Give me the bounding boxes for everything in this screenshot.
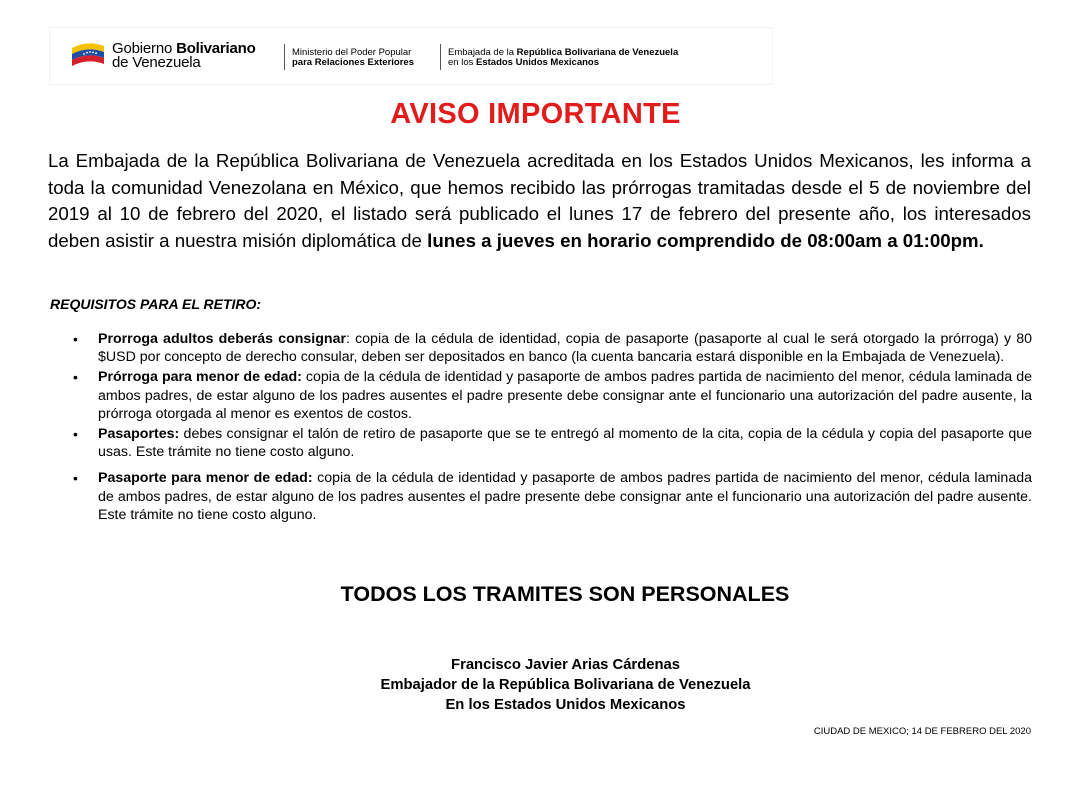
venezuela-flag-icon bbox=[70, 40, 106, 68]
letterhead bbox=[50, 28, 772, 84]
ministry-text: Ministerio del Poder Popular para Relaciones Exteriores bbox=[292, 47, 414, 68]
signatory-name: Francisco Javier Arias Cárdenas bbox=[451, 657, 680, 673]
bullet-icon: • bbox=[73, 331, 78, 347]
bullet-icon: • bbox=[73, 426, 78, 443]
requirements-list bbox=[73, 330, 1033, 526]
item-label: Pasaporte para menor de edad: bbox=[98, 470, 313, 487]
item-label: Pasaportes: bbox=[98, 426, 180, 443]
signatory-place: En los Estados Unidos Mexicanos bbox=[445, 697, 686, 713]
list-item bbox=[73, 469, 1032, 524]
bullet-icon: • bbox=[73, 369, 78, 386]
signature-block bbox=[0, 655, 1071, 715]
item-label: Prórroga para menor de edad: bbox=[98, 369, 302, 386]
requirements-heading: REQUISITOS PARA EL RETIRO: bbox=[50, 296, 262, 312]
intro-schedule: lunes a jueves en horario comprendido de 08:00am a 01:00pm. bbox=[427, 229, 984, 251]
item-text: debes consignar el talón de retiro de pasaporte que se te entregó al momento de la cita, copia de la cédula y copia del pasaporte que usas. Este trámite no tiene costo alguno. bbox=[98, 426, 1032, 461]
intro-paragraph bbox=[48, 148, 1031, 254]
embassy-text: Embajada de la República Bolivariana de Venezuela en los Estados Unidos Mexicanos bbox=[448, 47, 679, 68]
bullet-icon: • bbox=[73, 470, 78, 487]
header-divider bbox=[440, 44, 441, 70]
gobierno-bolivariano-logo-text: Gobierno Bolivariano de Venezuela bbox=[112, 40, 256, 71]
list-item bbox=[73, 330, 1033, 366]
item-text: copia de la cédula de identidad y pasaporte de ambos padres partida de nacimiento del menor, cédula laminada de ambos padres, de estar alguno de los padres ausentes el padre presente debe consignar ante el funcionario una autorización del padre ausente, la prórroga otorgada al menor es exentos de costos. bbox=[98, 369, 1032, 422]
item-label: Prorroga adultos deberás consignar bbox=[98, 331, 346, 347]
personal-procedures-notice: TODOS LOS TRAMITES SON PERSONALES bbox=[340, 582, 790, 606]
item-text: copia de la cédula de identidad y pasaporte de ambos padres partida de nacimiento del menor, cédula laminada de ambos padres, de estar alguno de los padres ausentes el padre presente debe consignar ante el funcionario una autorización del padre ausente. Este trámite no tiene costo alguno. bbox=[98, 470, 1032, 523]
header-divider bbox=[284, 44, 285, 70]
signatory-role: Embajador de la República Bolivariana de Venezuela bbox=[380, 677, 751, 693]
intro-text: La Embajada de la República Bolivariana de Venezuela acreditada en los Estados Unidos Mexicanos, les informa a toda la comunidad Venezolana en México, que hemos recibido las prórrogas tramitadas desde el 5 de noviembre del 2019 al 10 de febrero del 2020, el listado será publicado el lunes 17 de febrero del presente año, los interesados deben asistir a nuestra misión diplomática de bbox=[48, 150, 1031, 251]
notice-title: AVISO IMPORTANTE bbox=[390, 98, 681, 130]
document-date: CIUDAD DE MEXICO; 14 DE FEBRERO DEL 2020 bbox=[813, 726, 1031, 737]
list-item bbox=[73, 425, 1032, 461]
item-text: : copia de la cédula de identidad, copia de pasaporte (pasaporte al cual le será otorgado la prórroga) y 80 $USD por concepto de derecho consular, deben ser depositados en banco (la cuenta bancaria estará disponible en la Embajada de Venezuela). bbox=[98, 331, 1033, 366]
list-item bbox=[73, 368, 1032, 423]
